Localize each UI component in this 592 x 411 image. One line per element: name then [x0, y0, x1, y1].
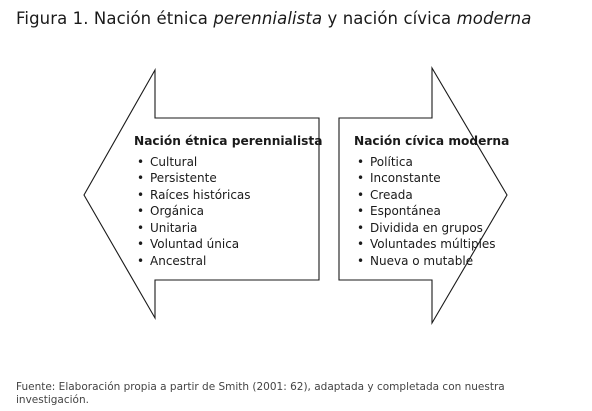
list-item: • Dividida en grupos: [354, 220, 509, 237]
figure-title-middle: y nación cívica: [322, 9, 457, 28]
list-item: • Creada: [354, 187, 509, 204]
list-item: • Orgánica: [134, 203, 322, 220]
list-item: • Política: [354, 154, 509, 171]
figure-title-prefix: Figura 1. Nación étnica: [16, 9, 214, 28]
civic-nation-heading: Nación cívica moderna: [354, 134, 510, 148]
list-item: • Nueva o mutable: [354, 253, 509, 270]
ethnic-nation-panel: [134, 133, 322, 269]
list-item: • Unitaria: [134, 220, 322, 237]
civic-nation-panel: [354, 133, 509, 269]
list-item: • Voluntades múltiples: [354, 236, 509, 253]
ethnic-nation-heading: Nación étnica perennialista: [134, 134, 323, 148]
figure-title-italic-perennialista: perennialista: [213, 9, 323, 28]
list-item: • Inconstante: [354, 170, 509, 187]
ethnic-nation-list: [134, 154, 322, 270]
list-item: • Persistente: [134, 170, 322, 187]
list-item: • Ancestral: [134, 253, 322, 270]
list-item: • Espontánea: [354, 203, 509, 220]
list-item: • Voluntad única: [134, 236, 322, 253]
list-item: • Raíces históricas: [134, 187, 322, 204]
figure-title-italic-moderna: moderna: [456, 9, 532, 28]
civic-nation-list: [354, 154, 509, 270]
list-item: • Cultural: [134, 154, 322, 171]
source-note: Fuente: Elaboración propia a partir de Smith (2001: 62), adaptada y completada con nuestra investigación.: [16, 381, 505, 406]
